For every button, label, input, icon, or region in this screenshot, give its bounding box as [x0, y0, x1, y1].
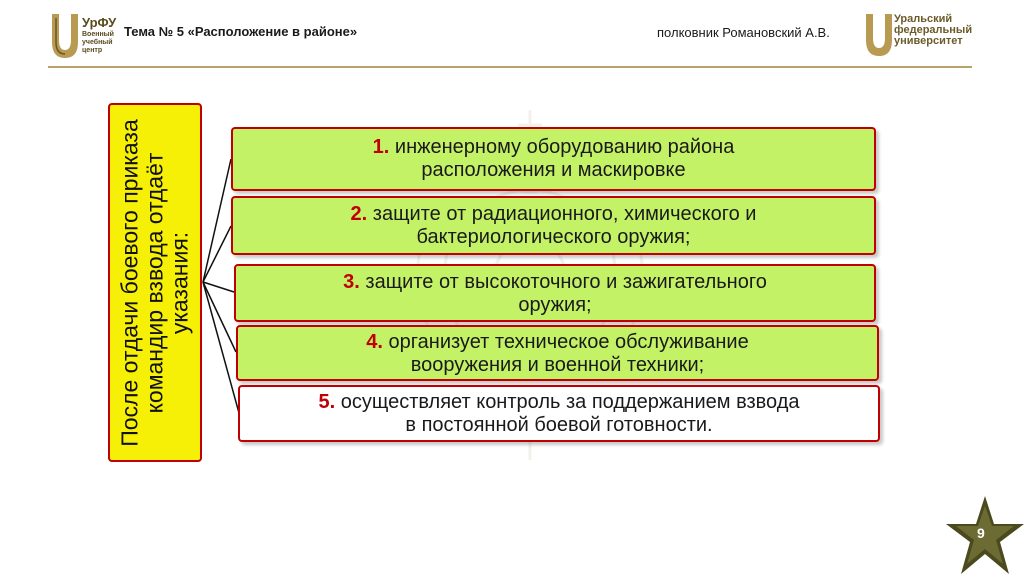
slide-header	[0, 0, 1024, 64]
author-label: полковник Романовский А.В.	[657, 25, 830, 40]
intro-label-text: После отдачи боевого приказа командир взвода отдаёт указания:	[116, 118, 193, 447]
logo-abbr: УрФУ	[82, 15, 117, 30]
instruction-item-2	[231, 196, 876, 255]
urfu-military-center-logo	[50, 12, 122, 62]
item-text: в постоянной боевой готовности.	[405, 414, 713, 436]
item-number: 2.	[350, 203, 368, 225]
header-divider	[48, 66, 972, 68]
item-number: 1.	[372, 136, 390, 158]
item-text: бактериологического оружия;	[416, 226, 691, 248]
university-name: Уральский федеральный университет	[894, 13, 973, 47]
instruction-item-3	[234, 264, 876, 322]
item-text: защите от радиационного, химического и	[372, 203, 757, 225]
topic-title: Тема № 5 «Расположение в районе»	[124, 24, 358, 39]
item-text: вооружения и военной техники;	[410, 354, 705, 376]
star-icon	[946, 496, 1024, 574]
item-text: защите от высокоточного и зажигательного	[365, 271, 767, 293]
urfu-u-icon	[864, 12, 894, 58]
item-number: 5.	[318, 391, 336, 413]
item-text: расположения и маскировке	[421, 159, 686, 181]
intro-label-box	[108, 103, 202, 462]
instruction-item-5	[238, 385, 880, 442]
urfu-university-logo	[864, 12, 994, 62]
instruction-item-4	[236, 325, 879, 381]
item-number: 4.	[366, 331, 383, 353]
instruction-item-1	[231, 127, 876, 191]
item-text: инженерному оборудованию района	[394, 136, 735, 158]
logo-subtitle: Военный учебный центр	[82, 31, 114, 54]
item-text: осуществляет контроль за поддержанием взвода	[340, 391, 800, 413]
item-text: оружия;	[518, 294, 592, 316]
item-number: 3.	[343, 271, 360, 293]
item-text: организует техническое обслуживание	[388, 331, 749, 353]
page-number: 9	[977, 525, 985, 541]
urfu-u-icon	[50, 12, 80, 60]
